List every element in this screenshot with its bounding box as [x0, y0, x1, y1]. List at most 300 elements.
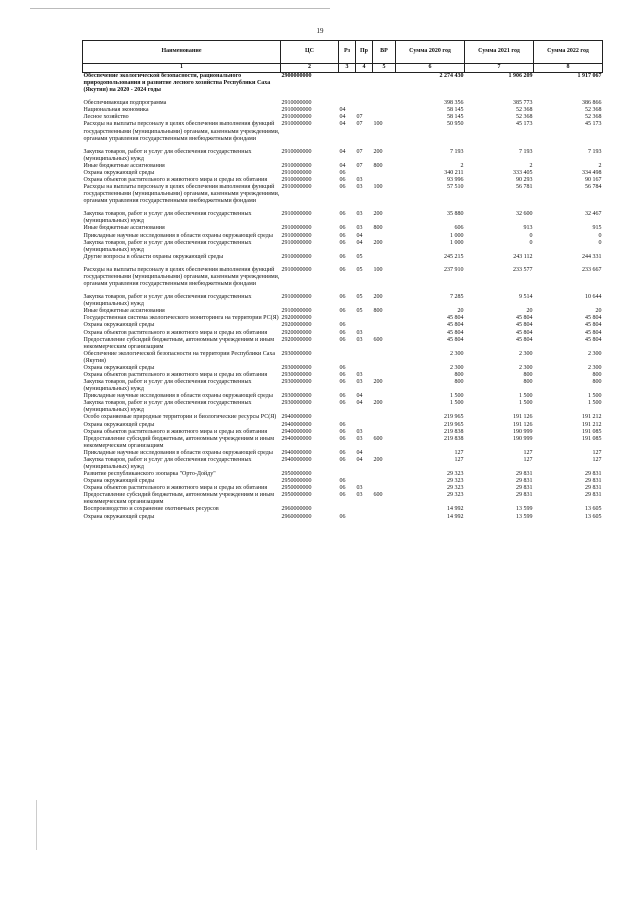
- cell-code: 2950000000: [281, 485, 312, 492]
- cell-pr: 03: [356, 329, 363, 336]
- cell-2020: 20: [457, 308, 464, 315]
- cell-pr: [356, 365, 373, 372]
- cell-pr: 04: [356, 400, 363, 407]
- cell-name: Прикладные научные исследования в области охраны окружающей среды: [83, 393, 273, 400]
- cell-rz: [339, 73, 356, 95]
- cell-rz: 06: [339, 294, 346, 301]
- cell-name: Иные бюджетные ассигнования: [83, 162, 165, 169]
- cell-2021: 1 500: [519, 400, 533, 407]
- cell-vr: 800: [373, 308, 383, 315]
- table-row: [83, 294, 603, 308]
- cell-vr: [373, 100, 396, 107]
- cell-name: Закупка товаров, работ и услуг для обеспечения государственных (муниципальных) нужд: [83, 239, 252, 253]
- cell-pr: 07: [356, 114, 363, 121]
- table-row: [83, 365, 603, 372]
- header-name: Наименование: [83, 41, 281, 64]
- cell-pr: 05: [356, 294, 363, 301]
- header-num-4: 4: [356, 64, 373, 73]
- cell-code: 2940000000: [281, 414, 312, 421]
- cell-2020: 50 950: [447, 121, 464, 128]
- cell-2022: 29 831: [585, 492, 602, 499]
- cell-2022: 45 804: [585, 336, 602, 343]
- cell-2021: 2 300: [519, 364, 533, 371]
- cell-2020: 800: [454, 379, 464, 386]
- cell-name: Охрана окружающей среды: [83, 421, 155, 428]
- cell-name: Особо охраняемые природные территории и биологические ресурсы РС(Я): [83, 414, 277, 421]
- cell-2021: 243 112: [513, 253, 533, 260]
- table-row: [83, 400, 603, 414]
- cell-2022: 56 784: [585, 184, 602, 191]
- cell-2021: 29 831: [516, 478, 533, 485]
- cell-2020: 219 838: [444, 435, 464, 442]
- cell-pr: 03: [356, 485, 363, 492]
- cell-rz: 06: [339, 184, 346, 191]
- cell-pr: [356, 322, 373, 329]
- cell-vr: [373, 514, 396, 521]
- cell-2020: 14 992: [447, 506, 464, 513]
- cell-name: Прикладные научные исследования в области охраны окружающей среды: [83, 449, 273, 456]
- cell-code: 2950000000: [281, 492, 312, 499]
- cell-2020: 219 965: [444, 421, 464, 428]
- cell-name: Обеспечивающая подпрограмма: [83, 100, 167, 107]
- header-code: ЦС: [281, 41, 339, 64]
- table-row: [83, 436, 603, 450]
- cell-2022: 45 804: [585, 315, 602, 322]
- cell-name: Охрана окружающей среды: [83, 513, 155, 520]
- cell-vr: [373, 372, 396, 379]
- cell-2022: 127: [592, 449, 602, 456]
- cell-code: 2910000000: [281, 169, 312, 176]
- cell-pr: 04: [356, 232, 363, 239]
- cell-2020: 1 000: [450, 239, 464, 246]
- cell-name: Закупка товаров, работ и услуг для обеспечения государственных (муниципальных) нужд: [83, 456, 252, 470]
- cell-vr: [373, 233, 396, 240]
- cell-pr: 04: [356, 449, 363, 456]
- cell-code: 2950000000: [281, 471, 312, 478]
- cell-rz: 06: [339, 364, 346, 371]
- cell-rz: 04: [339, 114, 346, 121]
- cell-vr: 600: [373, 435, 383, 442]
- header-num-7: 7: [465, 64, 534, 73]
- cell-2021: 20: [526, 308, 533, 315]
- cell-2022: 29 831: [585, 478, 602, 485]
- cell-name: Охрана окружающей среды: [83, 322, 155, 329]
- table-row: [83, 233, 603, 240]
- cell-vr: [373, 471, 396, 478]
- cell-2021: 29 831: [516, 492, 533, 499]
- header-vr: ВР: [373, 41, 396, 64]
- cell-rz: 04: [339, 107, 346, 114]
- cell-2022: 0: [598, 232, 602, 239]
- cell-pr: [356, 73, 373, 95]
- cell-vr: [373, 177, 396, 184]
- cell-pr: 05: [356, 266, 363, 273]
- cell-vr: 100: [373, 266, 383, 273]
- table-row: [83, 330, 603, 337]
- cell-name: Охрана объектов растительного и животного мира и среды их обитания: [83, 428, 268, 435]
- table-row: [83, 225, 603, 232]
- header-num-6: 6: [396, 64, 465, 73]
- cell-name: Развитие республиканского зоопарка "Орто-Дойду": [83, 471, 216, 478]
- table-row: [83, 240, 603, 254]
- cell-vr: 100: [373, 121, 383, 128]
- page-number: 19: [316, 27, 324, 35]
- cell-2022: 2: [598, 162, 602, 169]
- cell-2021: 190 999: [513, 428, 533, 435]
- cell-pr: [356, 506, 373, 513]
- cell-code: 2910000000: [281, 253, 312, 260]
- cell-pr: 04: [356, 239, 363, 246]
- cell-pr: 03: [356, 336, 363, 343]
- cell-vr: [373, 414, 396, 421]
- cell-pr: 03: [356, 371, 363, 378]
- cell-2021: 191 126: [513, 421, 533, 428]
- cell-2020: 340 211: [444, 169, 464, 176]
- cell-2022: 191 085: [582, 435, 602, 442]
- cell-pr: [356, 514, 373, 521]
- cell-pr: 03: [356, 435, 363, 442]
- cell-2022: 29 831: [585, 471, 602, 478]
- cell-2020: 45 804: [447, 315, 464, 322]
- cell-2022: 386 866: [582, 100, 602, 107]
- cell-2021: 45 804: [516, 336, 533, 343]
- cell-code: 2940000000: [281, 449, 312, 456]
- cell-2021: 52 368: [516, 114, 533, 121]
- cell-rz: [339, 471, 356, 478]
- cell-2020: 800: [454, 371, 464, 378]
- cell-2022: 52 368: [585, 114, 602, 121]
- cell-rz: 06: [339, 308, 346, 315]
- cell-rz: 06: [339, 329, 346, 336]
- cell-rz: [339, 315, 356, 322]
- cell-name: Другие вопросы в области охраны окружающей среды: [83, 253, 224, 260]
- cell-2022: 1 500: [588, 393, 602, 400]
- cell-2021: 45 804: [516, 315, 533, 322]
- cell-2022: 1 500: [588, 400, 602, 407]
- table-row: [83, 492, 603, 506]
- table-row: [83, 315, 603, 322]
- cell-rz: 06: [339, 371, 346, 378]
- cell-name: Государственная система экологического мониторинга на территории РС(Я): [83, 315, 279, 322]
- cell-pr: [356, 107, 373, 114]
- cell-2020: 219 965: [444, 414, 464, 421]
- cell-rz: 06: [339, 266, 346, 273]
- table-row: [83, 457, 603, 471]
- cell-rz: [339, 414, 356, 421]
- cell-name: Предоставление субсидий бюджетным, автономным учреждениям и иным некоммерческим организациям: [83, 435, 275, 449]
- cell-2021: 90 293: [516, 177, 533, 184]
- table-row: [83, 184, 603, 205]
- cell-name: Охрана объектов растительного и животного мира и среды их обитания: [83, 329, 268, 336]
- cell-2021: 13 599: [516, 506, 533, 513]
- scan-top-edge-line: [30, 8, 330, 9]
- cell-2020: 2 300: [450, 350, 464, 357]
- budget-table: [82, 40, 603, 521]
- cell-vr: [373, 73, 396, 95]
- header-2020: Сумма 2020 год: [396, 41, 465, 64]
- cell-2021: 800: [523, 371, 533, 378]
- cell-2020: 29 323: [447, 471, 464, 478]
- cell-code: 2920000000: [281, 329, 312, 336]
- cell-2020: 45 804: [447, 329, 464, 336]
- cell-code: 2910000000: [281, 225, 312, 232]
- cell-pr: [356, 414, 373, 421]
- cell-2022: 244 331: [582, 253, 602, 260]
- cell-vr: 200: [373, 294, 383, 301]
- cell-code: 2930000000: [281, 364, 312, 371]
- cell-vr: 800: [373, 162, 383, 169]
- cell-code: 2910000000: [281, 211, 312, 218]
- cell-2020: 29 323: [447, 492, 464, 499]
- cell-pr: 03: [356, 379, 363, 386]
- cell-rz: 06: [339, 253, 346, 260]
- cell-code: 2910000000: [281, 239, 312, 246]
- cell-vr: [373, 351, 396, 365]
- cell-rz: 06: [339, 449, 346, 456]
- cell-2022: 45 804: [585, 322, 602, 329]
- cell-pr: [356, 315, 373, 322]
- cell-2021: 1 906 209: [508, 73, 533, 79]
- table-row: [83, 514, 603, 521]
- cell-vr: 100: [373, 184, 383, 191]
- cell-code: 2950000000: [281, 478, 312, 485]
- cell-2022: 191 085: [582, 428, 602, 435]
- cell-code: 2910000000: [281, 114, 312, 121]
- cell-pr: 03: [356, 492, 363, 499]
- cell-2020: 245 215: [444, 253, 464, 260]
- cell-rz: 06: [339, 379, 346, 386]
- cell-code: 2910000000: [281, 308, 312, 315]
- cell-vr: 800: [373, 225, 383, 232]
- cell-2020: 1 500: [450, 393, 464, 400]
- cell-2021: 913: [523, 225, 533, 232]
- cell-pr: 03: [356, 211, 363, 218]
- cell-2021: 127: [523, 456, 533, 463]
- table-row: [83, 337, 603, 351]
- cell-name: Расходы на выплаты персоналу в целях обеспечения выполнения функций государственными (муниципальными) органами, казенными учреждениями, органами управления государственными внебюджетными фондами: [83, 184, 280, 205]
- cell-vr: [373, 170, 396, 177]
- cell-code: 2930000000: [281, 393, 312, 400]
- header-num-3: 3: [339, 64, 356, 73]
- cell-code: 2910000000: [281, 177, 312, 184]
- cell-code: 2920000000: [281, 315, 312, 322]
- table-row: [83, 170, 603, 177]
- cell-code: 2910000000: [281, 266, 312, 273]
- cell-name: Расходы на выплаты персоналу в целях обеспечения выполнения функций государственными (муниципальными) органами, казенными учреждениями, органами управления государственными внебюджетными фондами: [83, 121, 280, 142]
- cell-2020: 606: [454, 225, 464, 232]
- cell-rz: 06: [339, 322, 346, 329]
- table-row: [83, 149, 603, 163]
- cell-pr: 03: [356, 428, 363, 435]
- table-row: [83, 254, 603, 261]
- cell-2022: 800: [592, 379, 602, 386]
- cell-vr: 200: [373, 239, 383, 246]
- table-body: [83, 73, 603, 521]
- cell-rz: 04: [339, 162, 346, 169]
- cell-2020: 14 992: [447, 513, 464, 520]
- cell-2020: 58 145: [447, 114, 464, 121]
- cell-2021: 29 831: [516, 485, 533, 492]
- cell-2021: 29 831: [516, 471, 533, 478]
- cell-2020: 127: [454, 456, 464, 463]
- cell-2021: 32 600: [516, 211, 533, 218]
- cell-code: 2940000000: [281, 428, 312, 435]
- cell-2021: 190 999: [513, 435, 533, 442]
- cell-code: 2910000000: [281, 121, 312, 128]
- cell-name: Предоставление субсидий бюджетным, автономным учреждениям и иным некоммерческим организациям: [83, 336, 275, 350]
- cell-code: 2930000000: [281, 400, 312, 407]
- table-row: [83, 163, 603, 170]
- cell-name: Обеспечение экологической безопасности на территории Республики Саха (Якутия): [83, 350, 275, 364]
- cell-code: 2940000000: [281, 421, 312, 428]
- cell-2022: 2 300: [588, 350, 602, 357]
- cell-2022: 13 605: [585, 506, 602, 513]
- table-row: [83, 471, 603, 478]
- cell-rz: [339, 100, 356, 107]
- cell-2021: 52 368: [516, 107, 533, 114]
- cell-pr: 07: [356, 148, 363, 155]
- cell-2021: 333 405: [513, 169, 533, 176]
- table-row: [83, 351, 603, 365]
- cell-2021: 191 126: [513, 414, 533, 421]
- header-pr: Пр: [356, 41, 373, 64]
- cell-code: 2910000000: [281, 232, 312, 239]
- cell-2022: 2 300: [588, 364, 602, 371]
- cell-2020: 57 510: [447, 184, 464, 191]
- table-row: [83, 107, 603, 114]
- cell-pr: 03: [356, 225, 363, 232]
- cell-rz: 06: [339, 478, 346, 485]
- cell-vr: [373, 107, 396, 114]
- cell-vr: [373, 254, 396, 261]
- cell-vr: 200: [373, 379, 383, 386]
- cell-rz: 06: [339, 400, 346, 407]
- cell-name: Лесное хозяйство: [83, 114, 129, 121]
- cell-pr: 03: [356, 184, 363, 191]
- cell-2022: 915: [592, 225, 602, 232]
- cell-2020: 93 996: [447, 177, 464, 184]
- cell-2021: 45 173: [516, 121, 533, 128]
- cell-2020: 2 300: [450, 364, 464, 371]
- cell-pr: 03: [356, 177, 363, 184]
- cell-2021: 2 300: [519, 350, 533, 357]
- cell-rz: 06: [339, 225, 346, 232]
- cell-code: 2910000000: [281, 148, 312, 155]
- header-2022: Сумма 2022 год: [534, 41, 603, 64]
- cell-name: Предоставление субсидий бюджетным, автономным учреждениям и иным некоммерческим организациям: [83, 492, 275, 506]
- cell-code: 2930000000: [281, 379, 312, 386]
- cell-vr: [373, 450, 396, 457]
- table-row: [83, 267, 603, 288]
- cell-2022: 191 212: [582, 414, 602, 421]
- cell-2021: 45 804: [516, 322, 533, 329]
- cell-rz: 06: [339, 421, 346, 428]
- header-rz: Рз: [339, 41, 356, 64]
- cell-2022: 1 917 067: [577, 73, 602, 79]
- cell-name: Закупка товаров, работ и услуг для обеспечения государственных (муниципальных) нужд: [83, 211, 252, 225]
- cell-rz: 06: [339, 169, 346, 176]
- cell-code: 2930000000: [281, 350, 312, 357]
- cell-2022: 52 368: [585, 107, 602, 114]
- cell-rz: 06: [339, 177, 346, 184]
- cell-pr: 05: [356, 253, 363, 260]
- cell-name: Охрана окружающей среды: [83, 169, 155, 176]
- cell-code: 2930000000: [281, 371, 312, 378]
- cell-rz: 06: [339, 435, 346, 442]
- table-header: [83, 41, 603, 73]
- cell-pr: 04: [356, 456, 363, 463]
- cell-2020: 398 356: [444, 100, 464, 107]
- cell-2021: 0: [529, 239, 533, 246]
- cell-2022: 10 644: [585, 294, 602, 301]
- cell-vr: [373, 506, 396, 513]
- cell-rz: 06: [339, 336, 346, 343]
- scan-margin-mark: [36, 800, 43, 850]
- cell-pr: [356, 478, 373, 485]
- table-row: [83, 414, 603, 421]
- cell-name: Прикладные научные исследования в области охраны окружающей среды: [83, 232, 273, 239]
- cell-2022: 45 173: [585, 121, 602, 128]
- cell-rz: 06: [339, 428, 346, 435]
- cell-name: Закупка товаров, работ и услуг для обеспечения государственных (муниципальных) нужд: [83, 148, 252, 162]
- table-row: [83, 121, 603, 142]
- cell-2021: 1 500: [519, 393, 533, 400]
- cell-name: Охрана окружающей среды: [83, 478, 155, 485]
- cell-2022: 191 212: [582, 421, 602, 428]
- cell-vr: [373, 429, 396, 436]
- cell-rz: 06: [339, 232, 346, 239]
- header-num-1: 1: [83, 64, 281, 73]
- cell-rz: 06: [339, 492, 346, 499]
- cell-2022: 90 167: [585, 177, 602, 184]
- cell-2022: 0: [598, 239, 602, 246]
- table-row: [83, 372, 603, 379]
- cell-2020: 1 500: [450, 400, 464, 407]
- cell-pr: [356, 100, 373, 107]
- cell-pr: 07: [356, 162, 363, 169]
- cell-rz: 06: [339, 239, 346, 246]
- cell-vr: [373, 478, 396, 485]
- cell-vr: 200: [373, 148, 383, 155]
- cell-code: 2940000000: [281, 456, 312, 463]
- cell-code: 2910000000: [281, 184, 312, 191]
- cell-code: 2920000000: [281, 336, 312, 343]
- cell-code: 2910000000: [281, 294, 312, 301]
- cell-pr: 07: [356, 121, 363, 128]
- cell-vr: 200: [373, 456, 383, 463]
- cell-2020: 45 804: [447, 322, 464, 329]
- cell-2020: 127: [454, 449, 464, 456]
- cell-code: 2910000000: [281, 100, 312, 107]
- cell-name: Закупка товаров, работ и услуг для обеспечения государственных (муниципальных) нужд: [83, 400, 252, 414]
- cell-2020: 29 323: [447, 478, 464, 485]
- cell-rz: 06: [339, 393, 346, 400]
- table-row: [83, 211, 603, 225]
- cell-pr: [356, 170, 373, 177]
- cell-name: Иные бюджетные ассигнования: [83, 225, 165, 232]
- cell-vr: [373, 365, 396, 372]
- cell-2020: 7 285: [450, 294, 464, 301]
- cell-2020: 237 910: [444, 266, 464, 273]
- cell-2021: 56 781: [516, 184, 533, 191]
- header-2021: Сумма 2021 год: [465, 41, 534, 64]
- cell-2021: 13 599: [516, 513, 533, 520]
- table-row: [83, 422, 603, 429]
- cell-2021: 385 773: [513, 100, 533, 107]
- cell-2021: 800: [523, 379, 533, 386]
- cell-code: 2920000000: [281, 322, 312, 329]
- table-row: [83, 73, 603, 95]
